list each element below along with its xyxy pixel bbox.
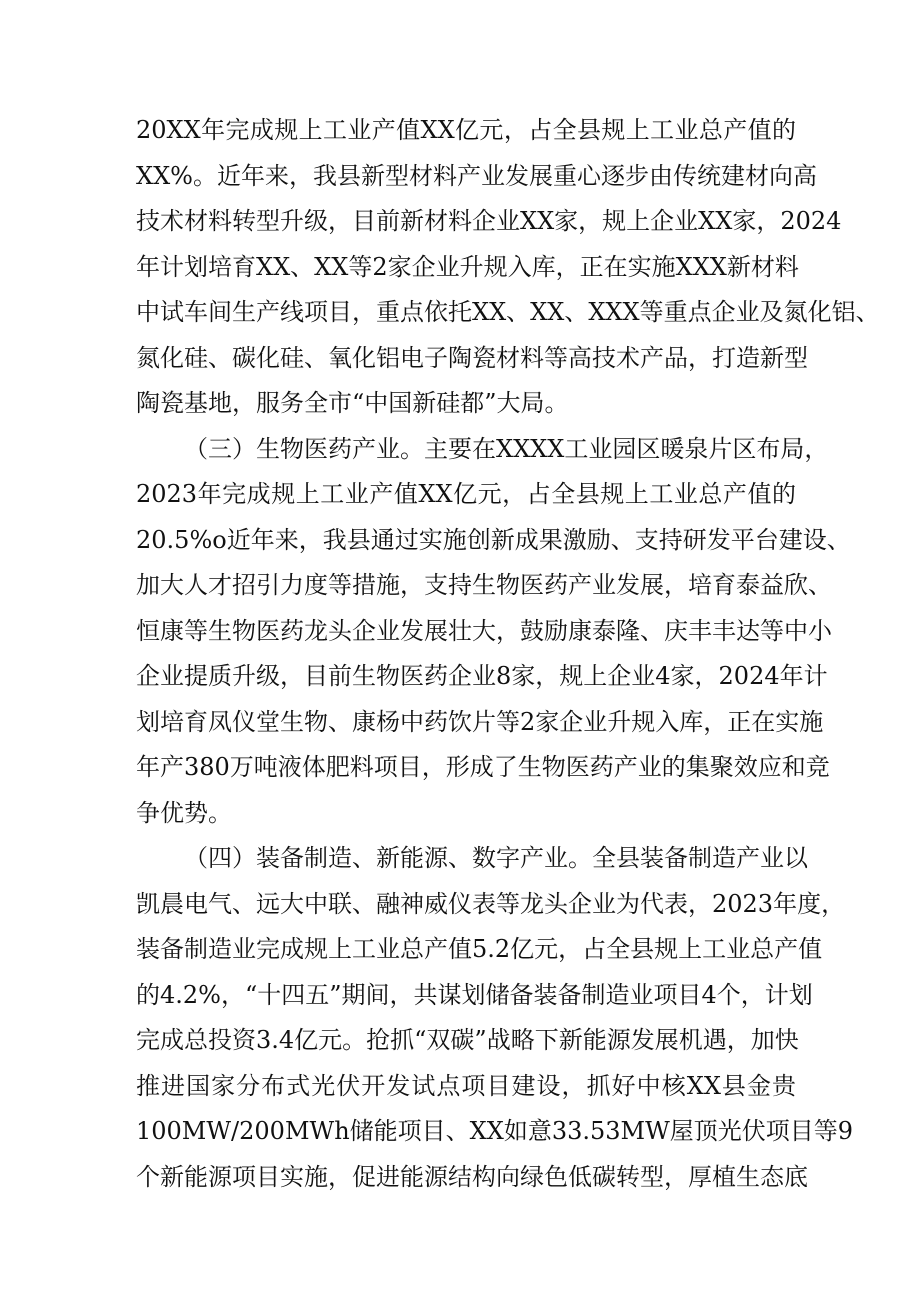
paragraph-biomedicine [136, 427, 851, 837]
text-line: 年产380万吨液体肥料项目，形成了生物医药产业的集聚效应和竞 [136, 753, 830, 781]
text-line: 100MW/200MWh储能项目、XX如意33.53MW屋顶光伏项目等9 [136, 1117, 854, 1145]
text-line: 年计划培育XX、XX等2家企业升规入库，正在实施XXX新材料 [136, 252, 799, 281]
text-line: 技术材料转型升级，目前新材料企业XX家，规上企业XX家，2024 [136, 207, 842, 235]
text-line: 划培育凤仪堂生物、康杨中药饮片等2家企业升规入库，正在实施 [136, 707, 824, 736]
text-line: （三）生物医药产业。主要在XXXX工业园区暖泉片区布局， [184, 434, 829, 463]
text-line: 个新能源项目实施，促进能源结构向绿色低碳转型，厚植生态底 [136, 1162, 808, 1191]
document-body [136, 108, 880, 1200]
text-line: 争优势。 [136, 798, 232, 827]
text-line: 20.5%o近年来，我县通过实施创新成果激励、支持研发平台建设、 [136, 525, 851, 554]
text-line: 加大人才招引力度等措施，支持生物医药产业发展，培育泰益欣、 [136, 571, 832, 599]
text-line: 中试车间生产线项目，重点依托XX、XX、XXX等重点企业及氮化铝、 [136, 298, 880, 326]
text-line: （四）装备制造、新能源、数字产业。全县装备制造产业以 [184, 844, 808, 872]
text-line: 氮化硅、碳化硅、氧化铝电子陶瓷材料等高技术产品，打造新型 [136, 343, 808, 372]
text-line: 陶瓷基地，服务全市“中国新硅都”大局。 [136, 389, 569, 417]
text-line: 20XX年完成规上工业产值XX亿元，占全县规上工业总产值的 [136, 116, 796, 144]
text-line: 装备制造业完成规上工业总产值5.2亿元，占全县规上工业总产值 [136, 935, 823, 963]
paragraph-new-materials [136, 108, 880, 427]
paragraph-equipment-energy-digital [136, 836, 854, 1200]
text-line: 凯晨电气、远大中联、融神威仪表等龙头企业为代表，2023年度， [136, 889, 846, 918]
text-line: 2023年完成规上工业产值XX亿元，占全县规上工业总产值的 [136, 480, 796, 508]
text-line: 企业提质升级，目前生物医药企业8家，规上企业4家，2024年计 [136, 662, 828, 690]
text-line: XX%。近年来，我县新型材料产业发展重心逐步由传统建材向高 [136, 161, 817, 190]
text-line: 恒康等生物医药龙头企业发展壮大，鼓励康泰隆、庆丰丰达等中小 [136, 616, 832, 645]
text-line: 完成总投资3.4亿元。抢抓“双碳”战略下新能源发展机遇，加快 [136, 1026, 799, 1054]
text-line: 推进国家分布式光伏开发试点项目建设，抓好中核XX县金贵 [136, 1071, 796, 1100]
text-line: 的4.2%，“十四五”期间，共谋划储备装备制造业项目4个，计划 [136, 980, 813, 1009]
